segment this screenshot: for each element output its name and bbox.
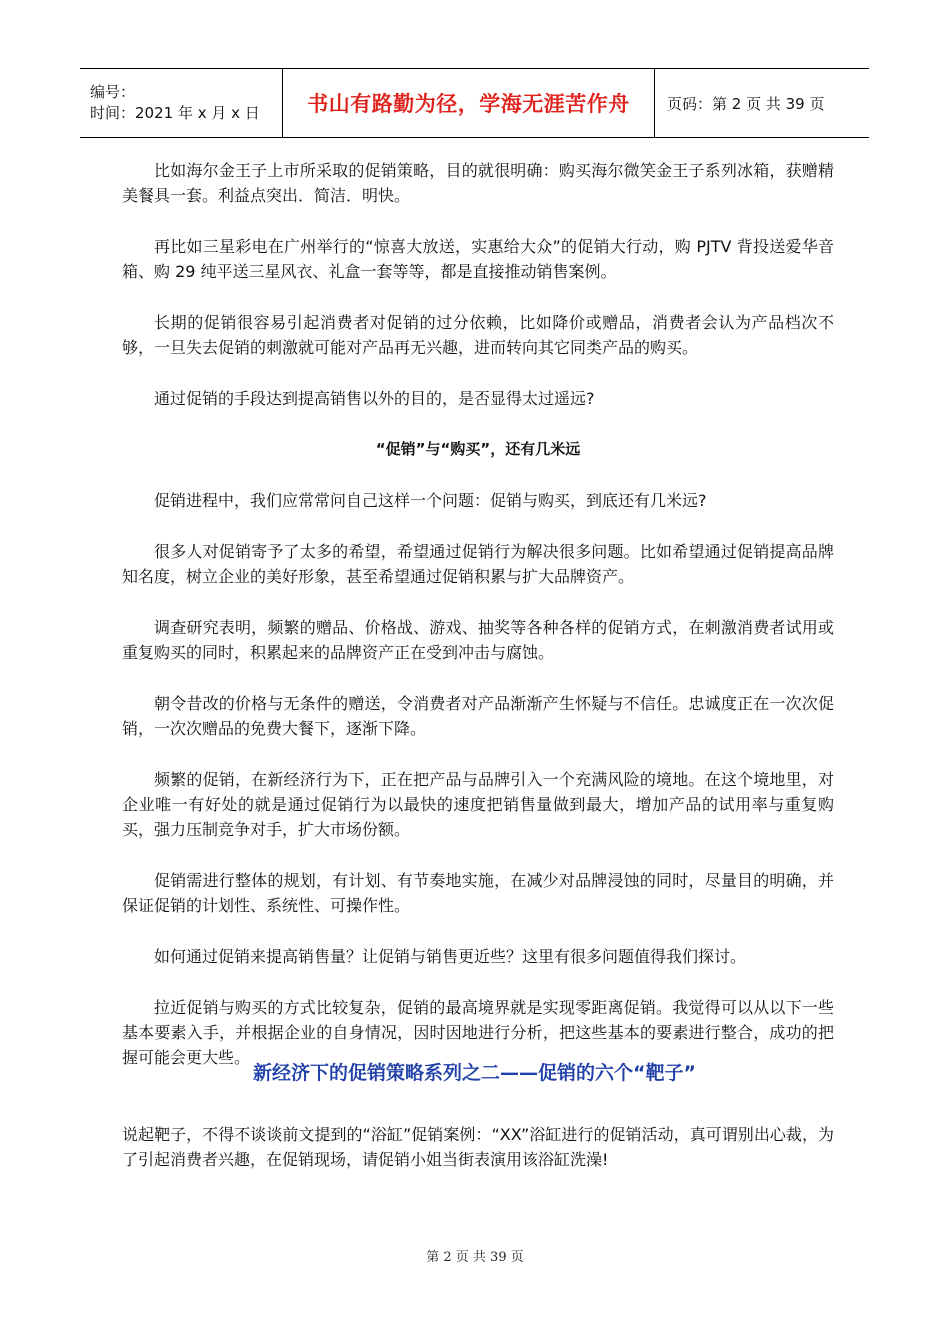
paragraph: 再比如三星彩电在广州举行的“惊喜大放送，实惠给大众”的促销大行动，购 PJTV 背投送爱华音箱、购 29 纯平送三星风衣、礼盒一套等等，都是直接推动销售案例。 bbox=[122, 237, 834, 281]
header-meta bbox=[80, 69, 282, 137]
paragraph: 拉近促销与购买的方式比较复杂，促销的最高境界就是实现零距离促销。我觉得可以从以下一些基本要素入手，并根据企业的自身情况，因时因地进行分析，把这些基本的要素进行整合，成功的把握可能会更大些。 bbox=[122, 998, 834, 1067]
paragraph: 促销进程中，我们应常常问自己这样一个问题：促销与购买，到底还有几米远? bbox=[154, 491, 707, 510]
document-number-label: 编号： bbox=[90, 83, 136, 101]
paragraph: 促销需进行整体的规划，有计划、有节奏地实施，在减少对品牌浸蚀的同时，尽量目的明确，并保证促销的计划性、系统性、可操作性。 bbox=[122, 871, 834, 915]
paragraph: 调查研究表明，频繁的赠品、价格战、游戏、抽奖等各种各样的促销方式，在刺激消费者试用或重复购买的同时，积累起来的品牌资产正在受到冲击与腐蚀。 bbox=[122, 618, 834, 662]
paragraph: 如何通过促销来提高销售量？让促销与销售更近些？这里有很多问题值得我们探讨。 bbox=[154, 947, 747, 966]
section-title: 新经济下的促销策略系列之二——促销的六个“靶子” bbox=[253, 1062, 696, 1084]
paragraph: 说起靶子，不得不谈谈前文提到的“浴缸”促销案例：“XX”浴缸进行的促销活动，真可谓别出心裁，为了引起消费者兴趣，在促销现场，请促销小姐当街表演用该浴缸洗澡! bbox=[122, 1125, 834, 1169]
paragraph: 通过促销的手段达到提高销售以外的目的，是否显得太过遥远? bbox=[154, 389, 595, 408]
section-body bbox=[122, 1122, 834, 1172]
header-page-info: 页码：第 2 页 共 39 页 bbox=[667, 94, 825, 113]
page-header bbox=[80, 68, 869, 138]
paragraph: 很多人对促销寄予了太多的希望，希望通过促销行为解决很多问题。比如希望通过促销提高品牌知名度，树立企业的美好形象，甚至希望通过促销积累与扩大品牌资产。 bbox=[122, 542, 834, 586]
header-motto: 书山有路勤为径，学海无涯苦作舟 bbox=[282, 69, 655, 137]
subheading: “促销”与“购买”，还有几米远 bbox=[375, 440, 581, 458]
paragraph: 长期的促销很容易引起消费者对促销的过分依赖，比如降价或赠品，消费者会认为产品档次不够，一旦失去促销的刺激就可能对产品再无兴趣，进而转向其它同类产品的购买。 bbox=[122, 313, 834, 357]
paragraph: 比如海尔金王子上市所采取的促销策略，目的就很明确：购买海尔微笑金王子系列冰箱，获赠精美餐具一套。利益点突出．简洁．明快。 bbox=[122, 161, 834, 205]
page-footer: 第 2 页 共 39 页 bbox=[426, 1250, 524, 1265]
document-date: 时间：2021 年 x 月 x 日 bbox=[90, 104, 260, 122]
paragraph: 频繁的促销，在新经济行为下，正在把产品与品牌引入一个充满风险的境地。在这个境地里，对企业唯一有好处的就是通过促销行为以最快的速度把销售量做到最大，增加产品的试用率与重复购买，强力压制竞争对手，扩大市场份额。 bbox=[122, 770, 834, 839]
article-body bbox=[122, 158, 834, 1096]
paragraph: 朝令昔改的价格与无条件的赠送，令消费者对产品渐渐产生怀疑与不信任。忠诚度正在一次次促销，一次次赠品的免费大餐下，逐渐下降。 bbox=[122, 694, 834, 738]
